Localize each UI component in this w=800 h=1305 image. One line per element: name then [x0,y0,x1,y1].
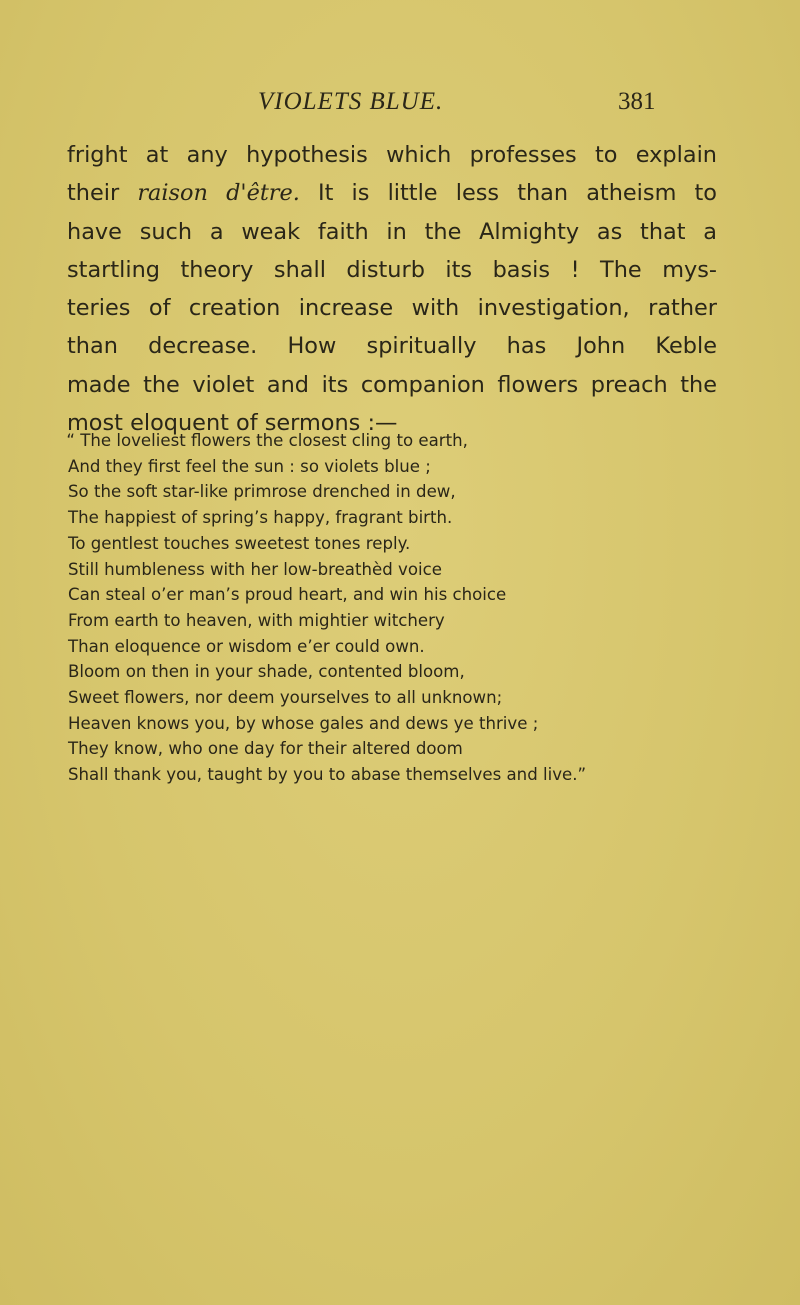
prose-line: have such a weak faith in the Almighty as that a [67,218,717,245]
poem-line: Can steal o’er man’s proud heart, and win his choice [68,585,507,605]
poem-line: And they first feel the sun : so violets blue ; [68,456,431,476]
prose-line: fright at any hypothesis which professes to explain [67,142,717,168]
prose-line: than decrease. How spiritually has John Keble [67,333,717,360]
prose-line: teries of creation increase with investigation, rather [67,295,717,322]
running-head [0,86,800,120]
poem-line: Shall thank you, taught by you to abase themselves and live.” [68,765,587,785]
poem-line: Than eloquence or wisdom e’er could own. [68,636,425,656]
prose-line: their raison d'être. It is little less than atheism to [67,180,717,207]
poem-line: Still humbleness with her low-breathèd voice [68,559,442,579]
italic-phrase: raison d'être. [137,180,300,207]
prose-line: startling theory shall disturb its basis ! The mys- [67,256,717,283]
poem-line: The happiest of spring’s happy, fragrant birth. [68,508,453,528]
poem-line: Heaven knows you, by whose gales and dews ye thrive ; [68,713,539,733]
poem-line: So the soft star-like primrose drenched in dew, [68,482,456,502]
poem-line: From earth to heaven, with mightier witchery [68,610,445,630]
prose-line: made the violet and its companion flowers preach the [67,371,717,398]
poem-line: They know, who one day for their altered doom [68,739,463,759]
prose-line: most eloquent of sermons :— [67,410,398,437]
poem-line: To gentlest touches sweetest tones reply. [68,533,411,553]
poem-line: “ The loveliest flowers the closest cling to earth, [66,431,468,450]
poem-line: Sweet flowers, nor deem yourselves to all unknown; [68,688,503,708]
running-head-title: VIOLETS BLUE. [258,88,444,115]
poem-line: Bloom on then in your shade, contented bloom, [68,662,465,682]
poem-quotation [68,428,748,788]
page-number: 381 [618,88,656,115]
prose-paragraph [67,136,717,442]
